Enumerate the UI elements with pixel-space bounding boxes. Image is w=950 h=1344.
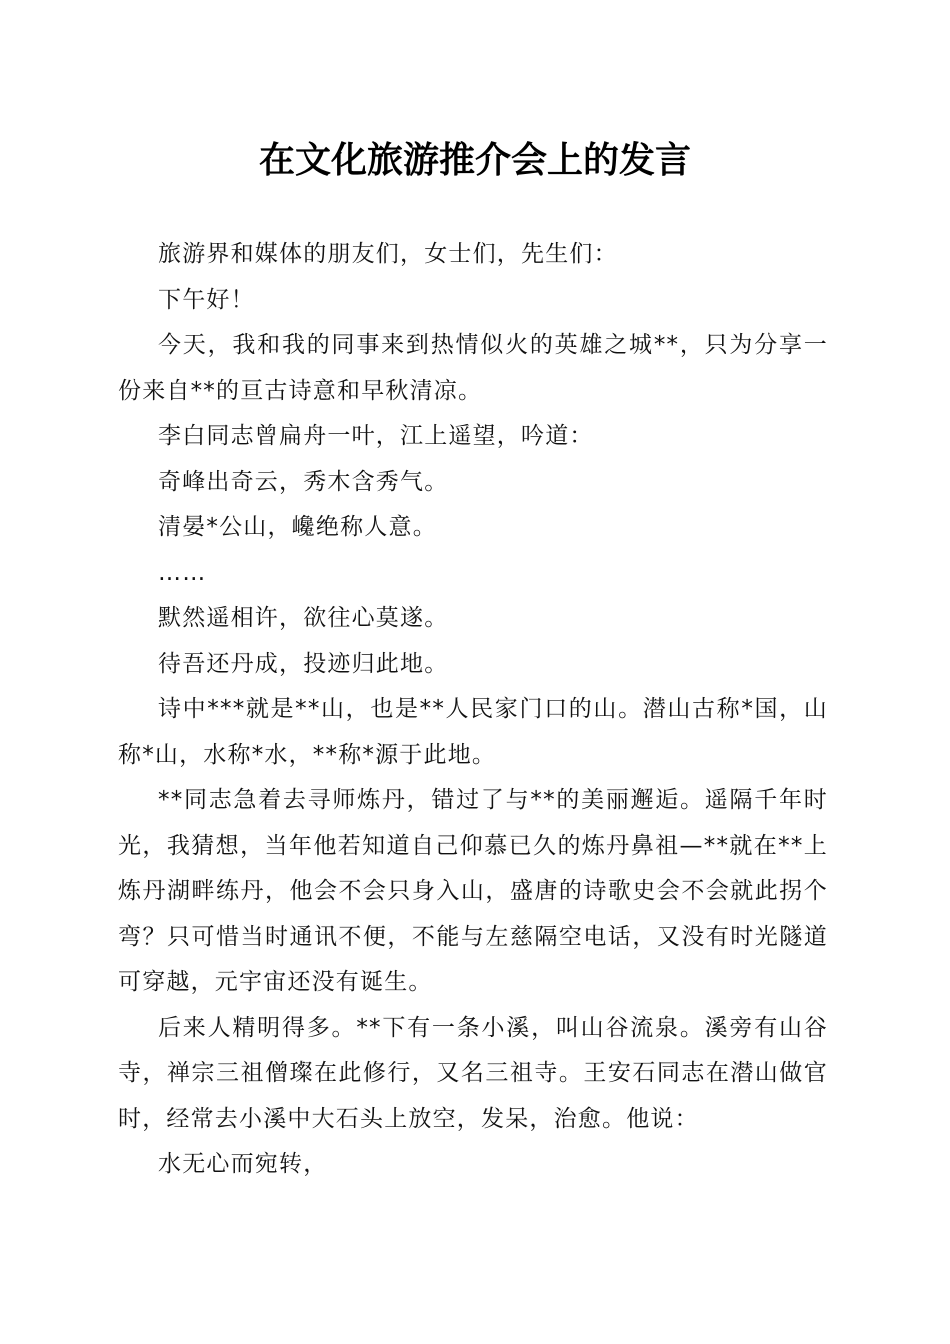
paragraph-stream: 后来人精明得多。**下有一条小溪，叫山谷流泉。溪旁有山谷寺，禅宗三祖僧璨在此修行，又名三祖寺。王安石同志在潜山做官时，经常去小溪中大石头上放空，发呆，治愈。他说： [118, 1014, 828, 1132]
poem-line: 水无心而宛转， [158, 1151, 328, 1177]
paragraph-greeting: 旅游界和媒体的朋友们，女士们，先生们： [158, 241, 618, 267]
poem-line: 清晏*公山，巉绝称人意。 [158, 514, 437, 540]
poem-ellipsis: …… [158, 559, 207, 586]
document-title: 在文化旅游推介会上的发言 [258, 139, 691, 181]
poem-line: 待吾还丹成，投迹归此地。 [158, 650, 449, 677]
document-body [118, 232, 828, 1188]
paragraph-intro: 今天，我和我的同事来到热情似火的英雄之城**，只为分享一份来自**的亘古诗意和早秋清凉。 [118, 332, 828, 404]
paragraph-alchemy: **同志急着去寻师炼丹，错过了与**的美丽邂逅。遥隔千年时光，我猜想，当年他若知道自己仰慕已久的炼丹鼻祖—**就在**上炼丹湖畔练丹，他会不会只身入山，盛唐的诗歌史会不会就此拐个弯？只可惜当时通讯不便，不能与左慈隔空电话，又没有时光隧道可穿越，元宇宙还没有诞生。 [118, 787, 828, 995]
paragraph-libai-intro: 李白同志曾扁舟一叶，江上遥望，吟道： [158, 423, 594, 449]
paragraph-good-afternoon: 下午好！ [158, 286, 255, 313]
paragraph-mountain: 诗中***就是**山，也是**人民家门口的山。潜山古称*国，山称*山，水称*水，**称*源于此地。 [118, 696, 828, 768]
poem-line: 默然遥相许，欲往心莫遂。 [158, 605, 449, 631]
poem-line: 奇峰出奇云，秀木含秀气。 [158, 468, 449, 495]
